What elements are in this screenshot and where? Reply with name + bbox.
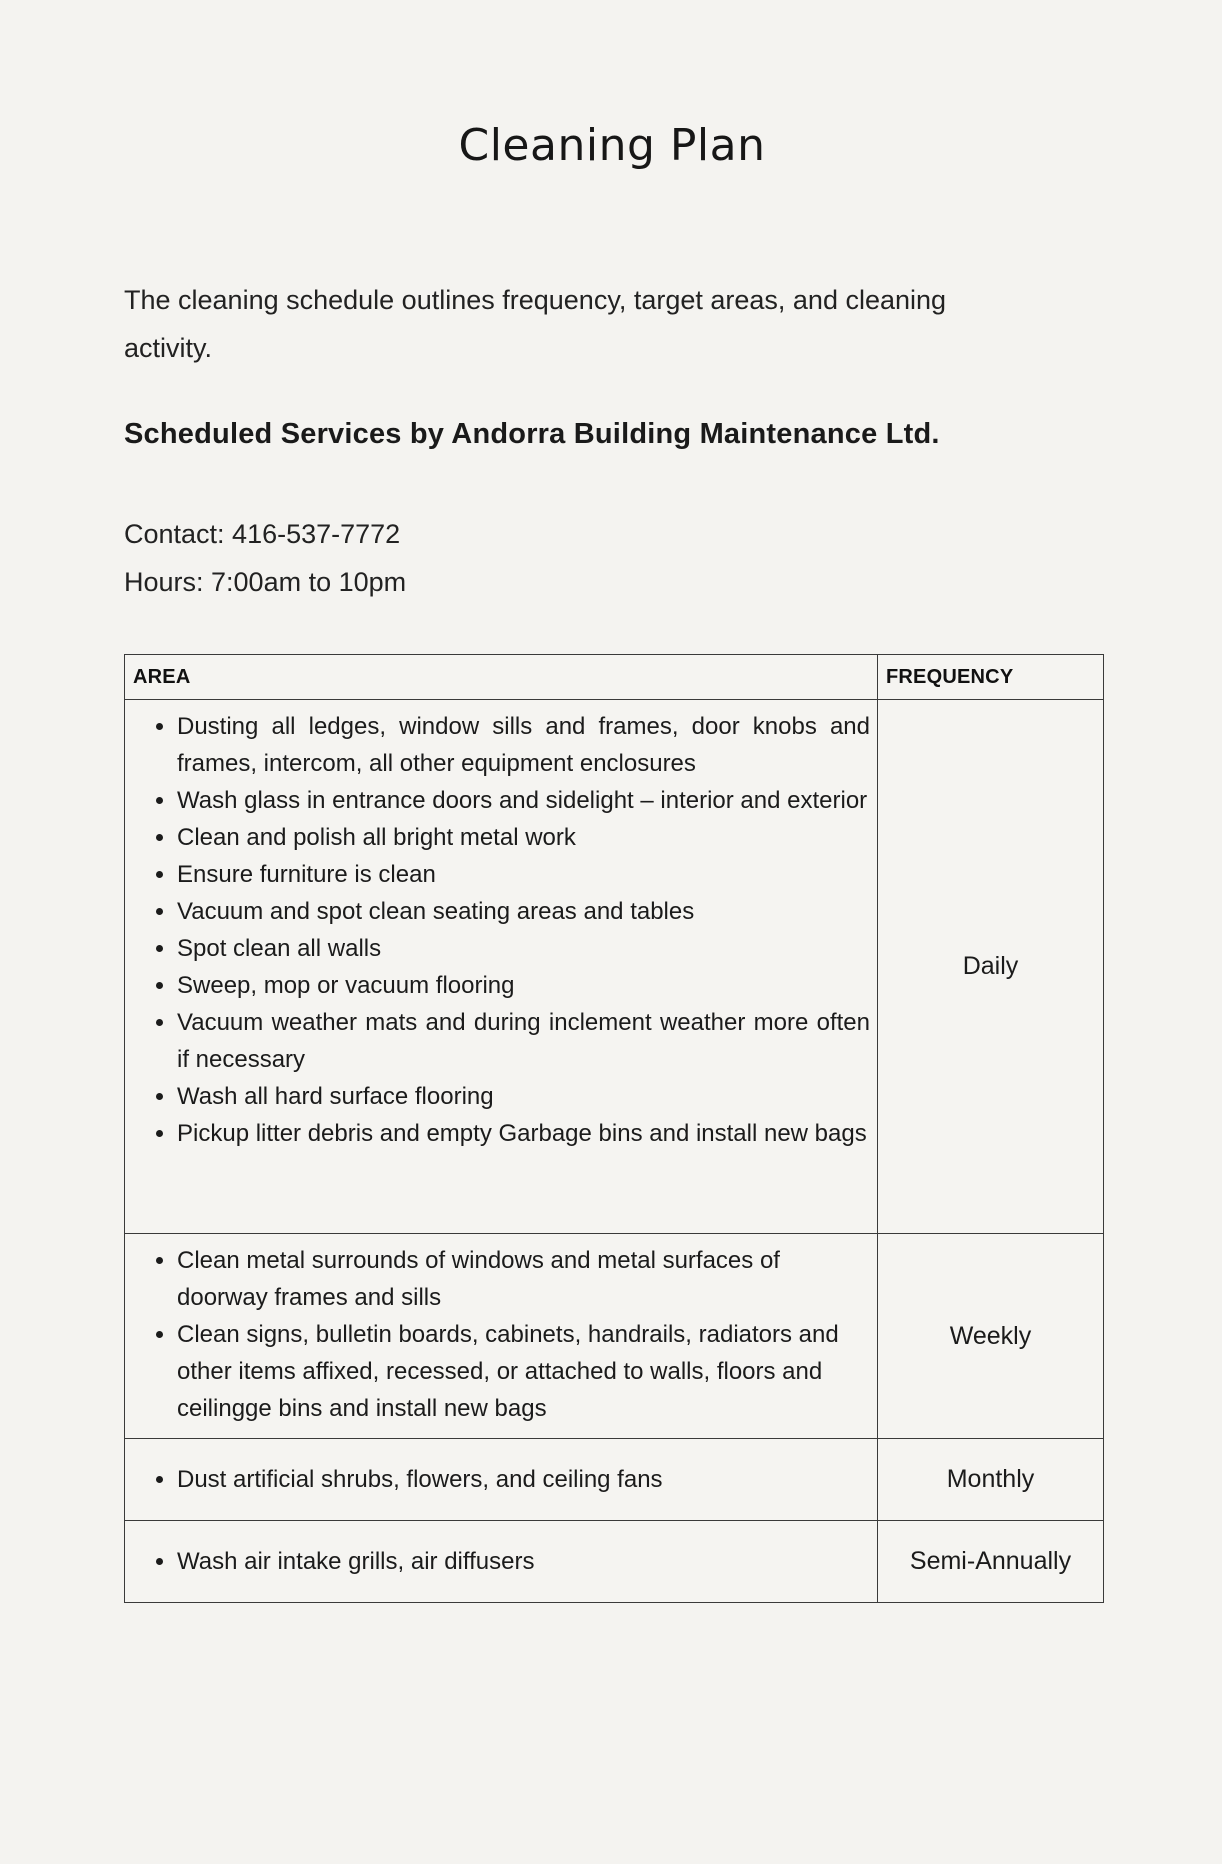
list-item: • Dusting all ledges, window sills and frames, door knobs and frames, intercom, all other equipment enclosures xyxy=(177,708,870,782)
table-row-daily xyxy=(125,700,1104,1234)
list-item: • Clean and polish all bright metal work xyxy=(177,819,870,856)
table-row-monthly xyxy=(125,1439,1104,1521)
contact-line: Contact: 416-537-7772 xyxy=(124,519,401,549)
bullet-list-daily xyxy=(125,708,872,1152)
table-header-row xyxy=(125,655,1104,700)
area-cell-weekly xyxy=(125,1234,878,1439)
table-row-weekly xyxy=(125,1234,1104,1439)
list-item: • Wash all hard surface flooring xyxy=(177,1078,870,1115)
document-page xyxy=(0,120,1222,1864)
cleaning-schedule-table xyxy=(124,654,1104,1603)
list-item: • Spot clean all walls xyxy=(177,930,870,967)
intro-paragraph: The cleaning schedule outlines frequency, target areas, and cleaning activity. xyxy=(124,285,947,363)
contact-block xyxy=(124,510,1100,606)
provider-heading: Scheduled Services by Andorra Building Maintenance Ltd. xyxy=(124,418,940,450)
list-item: • Vacuum and spot clean seating areas and tables xyxy=(177,893,870,930)
list-item: • Clean metal surrounds of windows and metal surfaces of doorway frames and sills xyxy=(177,1242,872,1316)
table-row-semi-annually xyxy=(125,1521,1104,1603)
frequency-cell-semi-annually: Semi-Annually xyxy=(878,1521,1104,1603)
list-item: • Pickup litter debris and empty Garbage bins and install new bags xyxy=(177,1115,870,1152)
list-item: • Vacuum weather mats and during inclement weather more often if necessary xyxy=(177,1004,870,1078)
frequency-cell-weekly: Weekly xyxy=(878,1234,1104,1439)
list-item: • Sweep, mop or vacuum flooring xyxy=(177,967,870,1004)
table-header-area: AREA xyxy=(125,655,878,700)
area-cell-monthly xyxy=(125,1439,878,1521)
list-item: • Wash air intake grills, air diffusers xyxy=(177,1543,872,1580)
frequency-cell-daily: Daily xyxy=(878,700,1104,1234)
bullet-list-monthly xyxy=(125,1461,872,1498)
bullet-list-semi-annually xyxy=(125,1543,872,1580)
table-header-frequency: FREQUENCY xyxy=(878,655,1104,700)
list-item: • Ensure furniture is clean xyxy=(177,856,870,893)
hours-line: Hours: 7:00am to 10pm xyxy=(124,567,407,597)
document-title: Cleaning Plan xyxy=(458,120,766,171)
frequency-cell-monthly: Monthly xyxy=(878,1439,1104,1521)
list-item: • Dust artificial shrubs, flowers, and ceiling fans xyxy=(177,1461,872,1498)
area-cell-semi-annually xyxy=(125,1521,878,1603)
list-item: • Wash glass in entrance doors and sidelight – interior and exterior xyxy=(177,782,870,819)
area-cell-daily xyxy=(125,700,878,1234)
list-item: • Clean signs, bulletin boards, cabinets, handrails, radiators and other items affixed, recessed, or attached to walls, floors and ceilingge bins and install new bags xyxy=(177,1316,872,1427)
bullet-list-weekly xyxy=(125,1242,872,1427)
